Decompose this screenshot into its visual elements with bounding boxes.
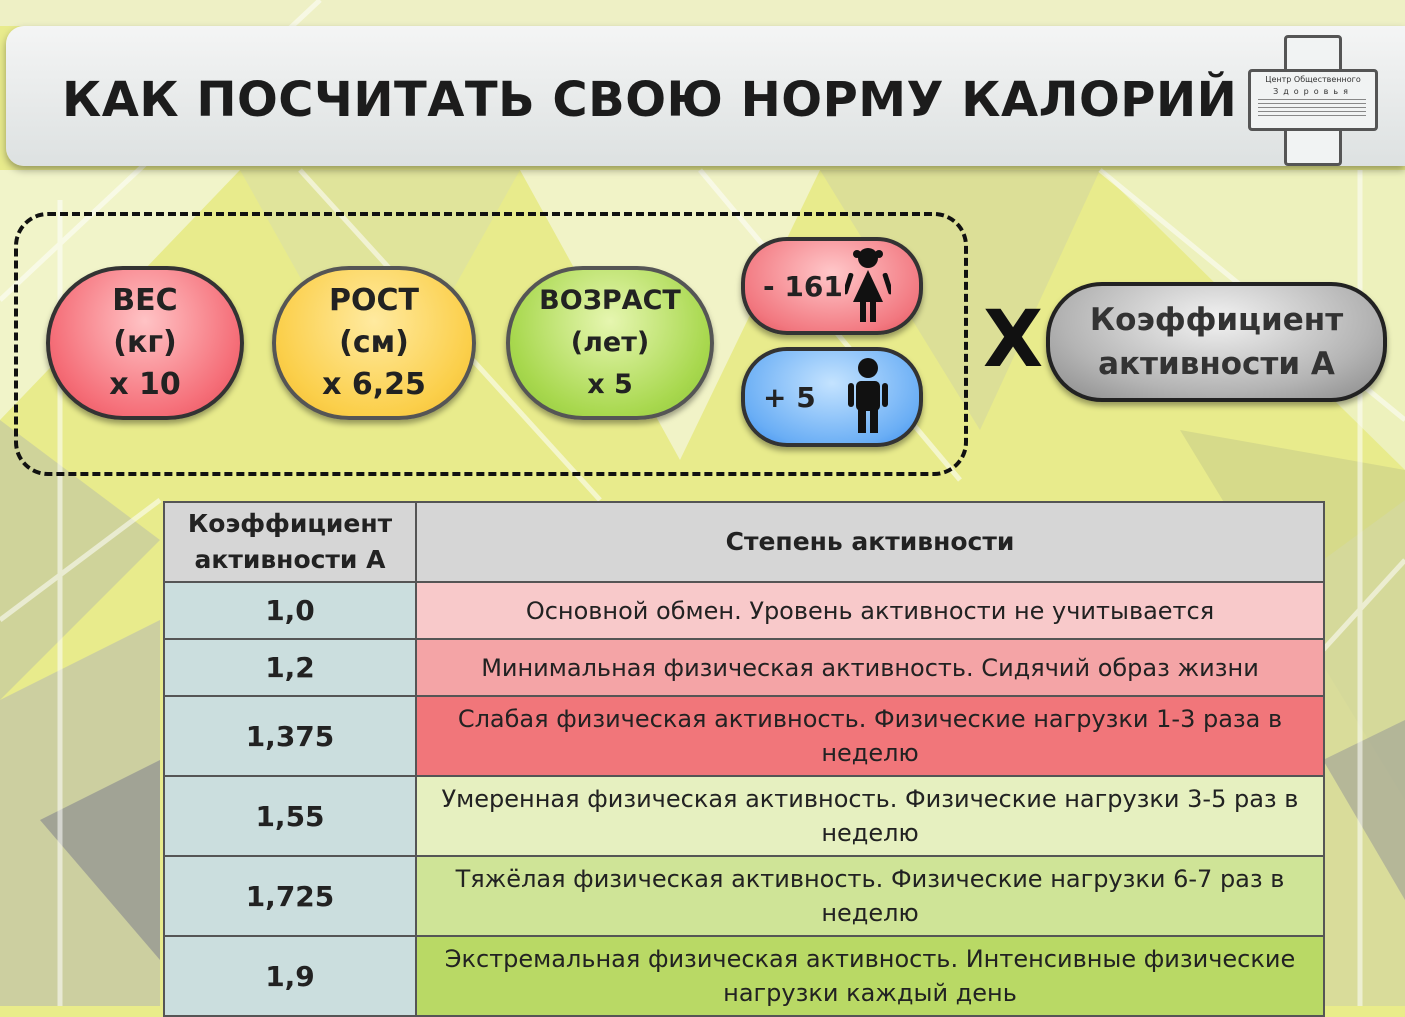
table-row <box>164 582 1324 639</box>
age-label: ВОЗРАСТ <box>539 285 681 316</box>
weight-unit: (кг) <box>113 325 177 360</box>
girl-icon <box>845 246 891 326</box>
multiply-sign: Х <box>983 295 1044 385</box>
header-coefficient: Коэффициент активности А <box>164 502 416 582</box>
weight-label: ВЕС <box>112 283 178 318</box>
activity-description-cell: Тяжёлая физическая активность. Физические нагрузки 6-7 раз в неделю <box>416 856 1324 936</box>
header-activity-level: Степень активности <box>416 502 1324 582</box>
table-row <box>164 856 1324 936</box>
table-row <box>164 776 1324 856</box>
health-center-logo <box>1248 35 1378 160</box>
coefficient-cell: 1,9 <box>164 936 416 1016</box>
activity-description-cell: Минимальная физическая активность. Сидячий образ жизни <box>416 639 1324 696</box>
coef-label-line-2: активности А <box>1098 346 1335 382</box>
male-adjustment-pill <box>741 347 923 447</box>
activity-description-cell: Основной обмен. Уровень активности не учитывается <box>416 582 1324 639</box>
logo-line-1: Центр Общественного <box>1265 75 1361 84</box>
table-row <box>164 696 1324 776</box>
logo-line-2: Здоровья <box>1273 87 1353 96</box>
boy-icon <box>845 357 891 437</box>
age-multiplier: x 5 <box>587 369 633 400</box>
coefficient-cell: 1,0 <box>164 582 416 639</box>
female-adjustment-pill <box>741 237 923 335</box>
weight-pill <box>46 266 244 420</box>
activity-description-cell: Экстремальная физическая активность. Интенсивные физические нагрузки каждый день <box>416 936 1324 1016</box>
age-pill <box>506 266 714 420</box>
height-unit: (см) <box>339 325 409 360</box>
height-multiplier: x 6,25 <box>322 367 426 402</box>
coefficient-cell: 1,375 <box>164 696 416 776</box>
height-label: РОСТ <box>329 283 419 318</box>
activity-description-cell: Слабая физическая активность. Физические нагрузки 1-3 раза в неделю <box>416 696 1324 776</box>
activity-description-cell: Умеренная физическая активность. Физические нагрузки 3-5 раз в неделю <box>416 776 1324 856</box>
weight-multiplier: x 10 <box>109 367 181 402</box>
table-row <box>164 639 1324 696</box>
coefficient-cell: 1,2 <box>164 639 416 696</box>
activity-table <box>163 501 1325 1017</box>
female-adjustment-value: - 161 <box>763 269 843 303</box>
coef-label-line-1: Коэффициент <box>1089 302 1344 338</box>
male-adjustment-value: + 5 <box>763 380 816 414</box>
coefficient-cell: 1,55 <box>164 776 416 856</box>
coefficient-cell: 1,725 <box>164 856 416 936</box>
table-row <box>164 936 1324 1016</box>
table-header-row <box>164 502 1324 582</box>
activity-coefficient-pill <box>1046 282 1387 402</box>
age-unit: (лет) <box>570 327 650 358</box>
height-pill <box>272 266 476 420</box>
page-title: КАК ПОСЧИТАТЬ СВОЮ НОРМУ КАЛОРИЙ <box>62 72 1238 128</box>
